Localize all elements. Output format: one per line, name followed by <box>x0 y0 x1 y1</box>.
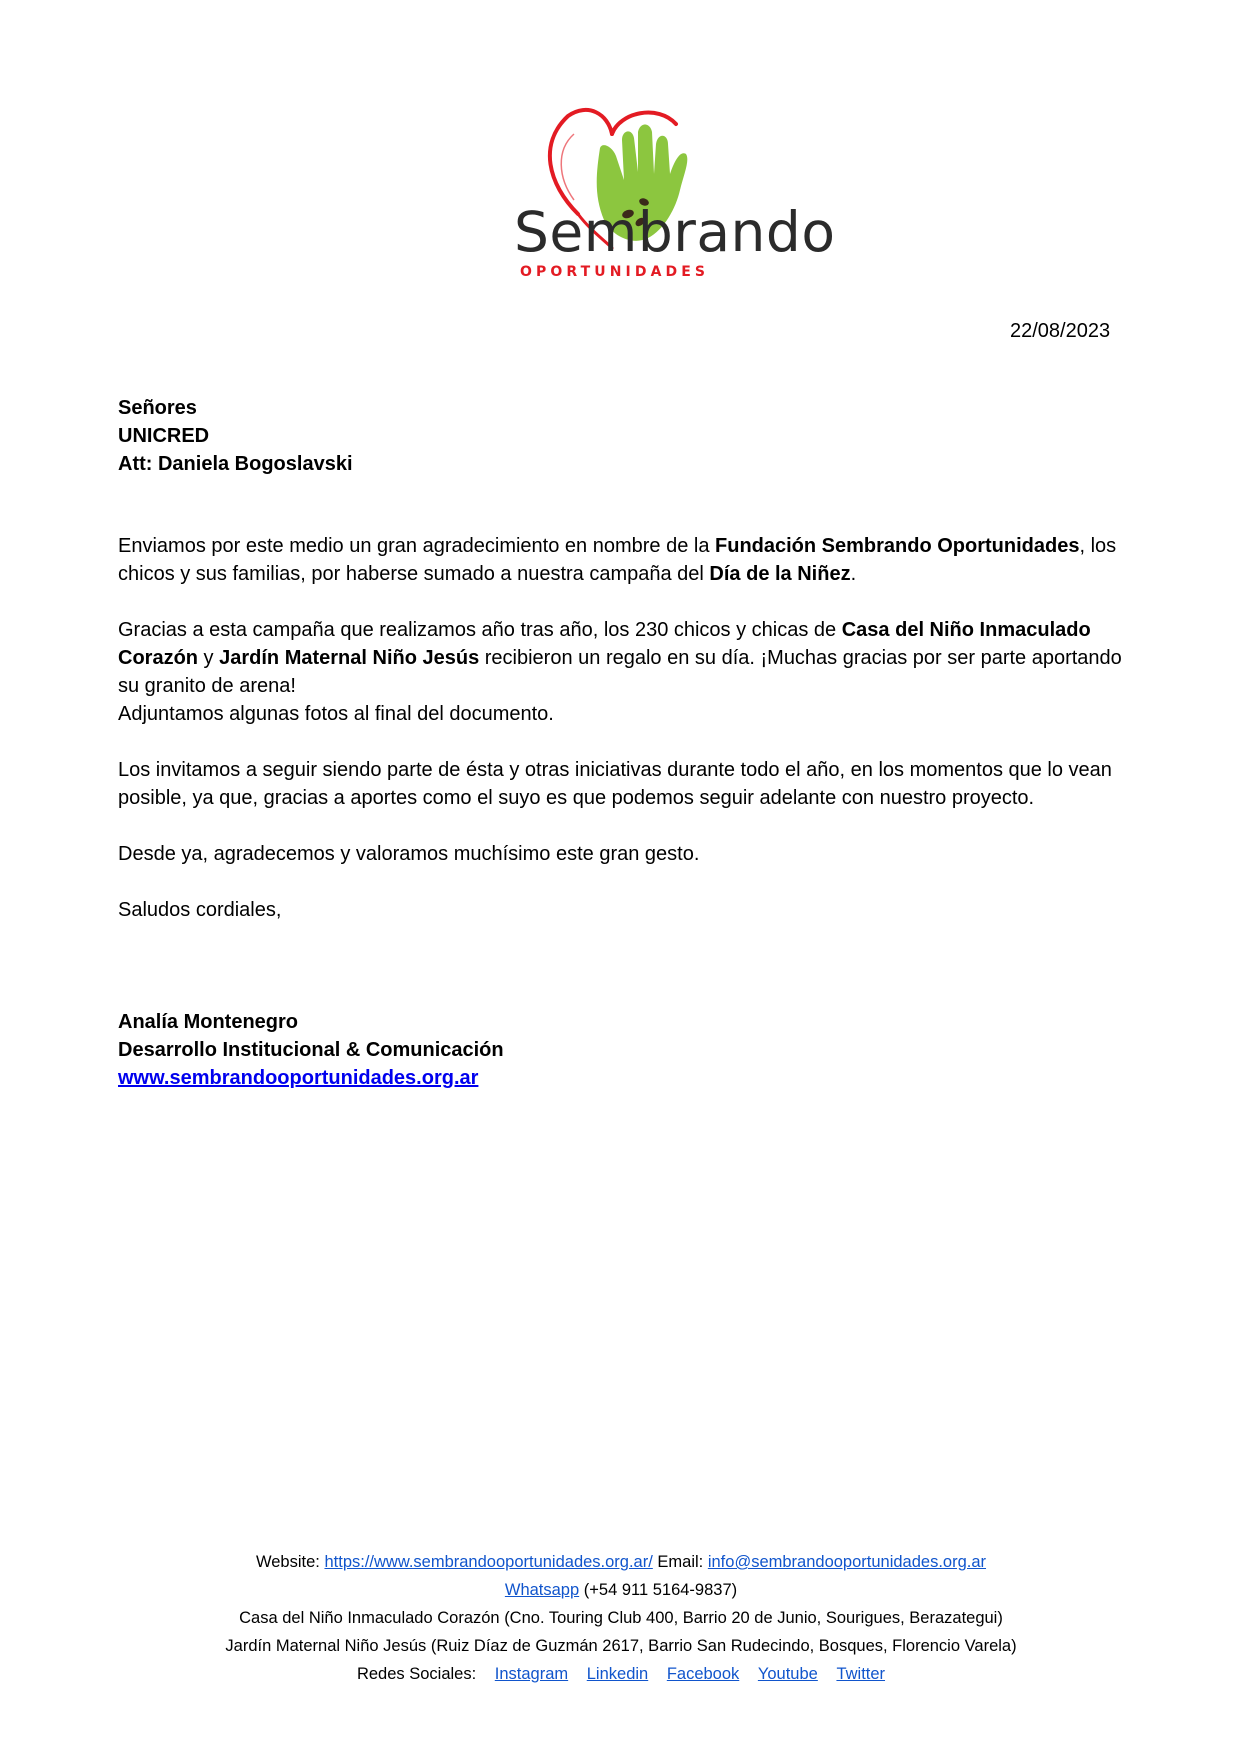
twitter-link[interactable]: Twitter <box>836 1665 886 1683</box>
whatsapp-number: (+54 911 5164-9837) <box>579 1581 738 1599</box>
letter-date: 22/08/2023 <box>1010 320 1111 342</box>
recipient-block <box>118 394 353 478</box>
website-link[interactable]: https://www.sembrandooportunidades.org.ar/ <box>324 1553 653 1571</box>
whatsapp-link[interactable]: Whatsapp <box>504 1581 580 1599</box>
footer-social-line <box>0 1660 1242 1688</box>
signature-website-link[interactable]: www.sembrandooportunidades.org.ar <box>118 1067 479 1089</box>
website-label: Website: <box>255 1553 325 1571</box>
footer-whatsapp-line <box>0 1576 1242 1604</box>
text-span: Gracias a esta campaña que realizamos año tras año, los 230 chicos y chicas de <box>118 619 842 641</box>
text-span: . <box>850 563 857 585</box>
text-span: Enviamos por este medio un gran agradecimiento en nombre de la <box>118 535 716 557</box>
linkedin-link[interactable]: Linkedin <box>586 1665 649 1683</box>
recipient-salutation: Señores <box>118 397 197 419</box>
campaign-name: Día de la Niñez <box>709 563 851 585</box>
text-span: , los chicos y sus familias, por haberse sumado a nuestra campaña del <box>118 535 1117 585</box>
letter-body <box>118 532 1138 952</box>
paragraph-gratitude: Desde ya, agradecemos y valoramos muchísimo este gran gesto. <box>118 843 700 865</box>
facebook-link[interactable]: Facebook <box>666 1665 740 1683</box>
paragraph-photos: Adjuntamos algunas fotos al final del documento. <box>118 703 554 725</box>
foundation-name: Fundación Sembrando Oportunidades <box>715 535 1080 557</box>
footer <box>0 1548 1242 1688</box>
paragraph-thanks <box>118 532 1138 588</box>
institution-jardin: Jardín Maternal Niño Jesús <box>219 647 480 669</box>
institution-casa: Casa del Niño Inmaculado Corazón <box>118 619 1091 669</box>
signature-name: Analía Montenegro <box>118 1011 299 1033</box>
social-label: Redes Sociales: <box>356 1665 481 1683</box>
logo-wordmark: Sembrando <box>514 200 836 264</box>
email-label: Email: <box>652 1553 708 1571</box>
footer-address-jardin: Jardín Maternal Niño Jesús (Ruiz Díaz de Guzmán 2617, Barrio San Rudecindo, Bosques, Florencio Varela) <box>225 1637 1017 1655</box>
paragraph-campaign <box>118 616 1138 700</box>
signature-block <box>118 1008 504 1092</box>
recipient-company: UNICRED <box>118 425 210 447</box>
text-span: y <box>198 647 220 669</box>
footer-contact-line <box>0 1548 1242 1576</box>
instagram-link[interactable]: Instagram <box>494 1665 569 1683</box>
email-link[interactable]: info@sembrandooportunidades.org.ar <box>707 1553 987 1571</box>
logo-subtitle: OPORTUNIDADES <box>520 264 710 280</box>
youtube-link[interactable]: Youtube <box>757 1665 818 1683</box>
signature-role: Desarrollo Institucional & Comunicación <box>118 1039 504 1061</box>
paragraph-closing: Saludos cordiales, <box>118 899 282 921</box>
paragraph-invitation: Los invitamos a seguir siendo parte de ésta y otras iniciativas durante todo el año, en los momentos que lo vean posible, ya que, gracias a aportes como el suyo es que podemos seguir adelante con nuestro proyecto. <box>118 759 1112 809</box>
footer-address-casa: Casa del Niño Inmaculado Corazón (Cno. Touring Club 400, Barrio 20 de Junio, Sourigues, Berazategui) <box>239 1609 1003 1627</box>
text-span: recibieron un regalo en su día. ¡Muchas gracias por ser parte aportando su granito de arena! <box>118 647 1122 697</box>
recipient-attention: Att: Daniela Bogoslavski <box>118 453 353 475</box>
